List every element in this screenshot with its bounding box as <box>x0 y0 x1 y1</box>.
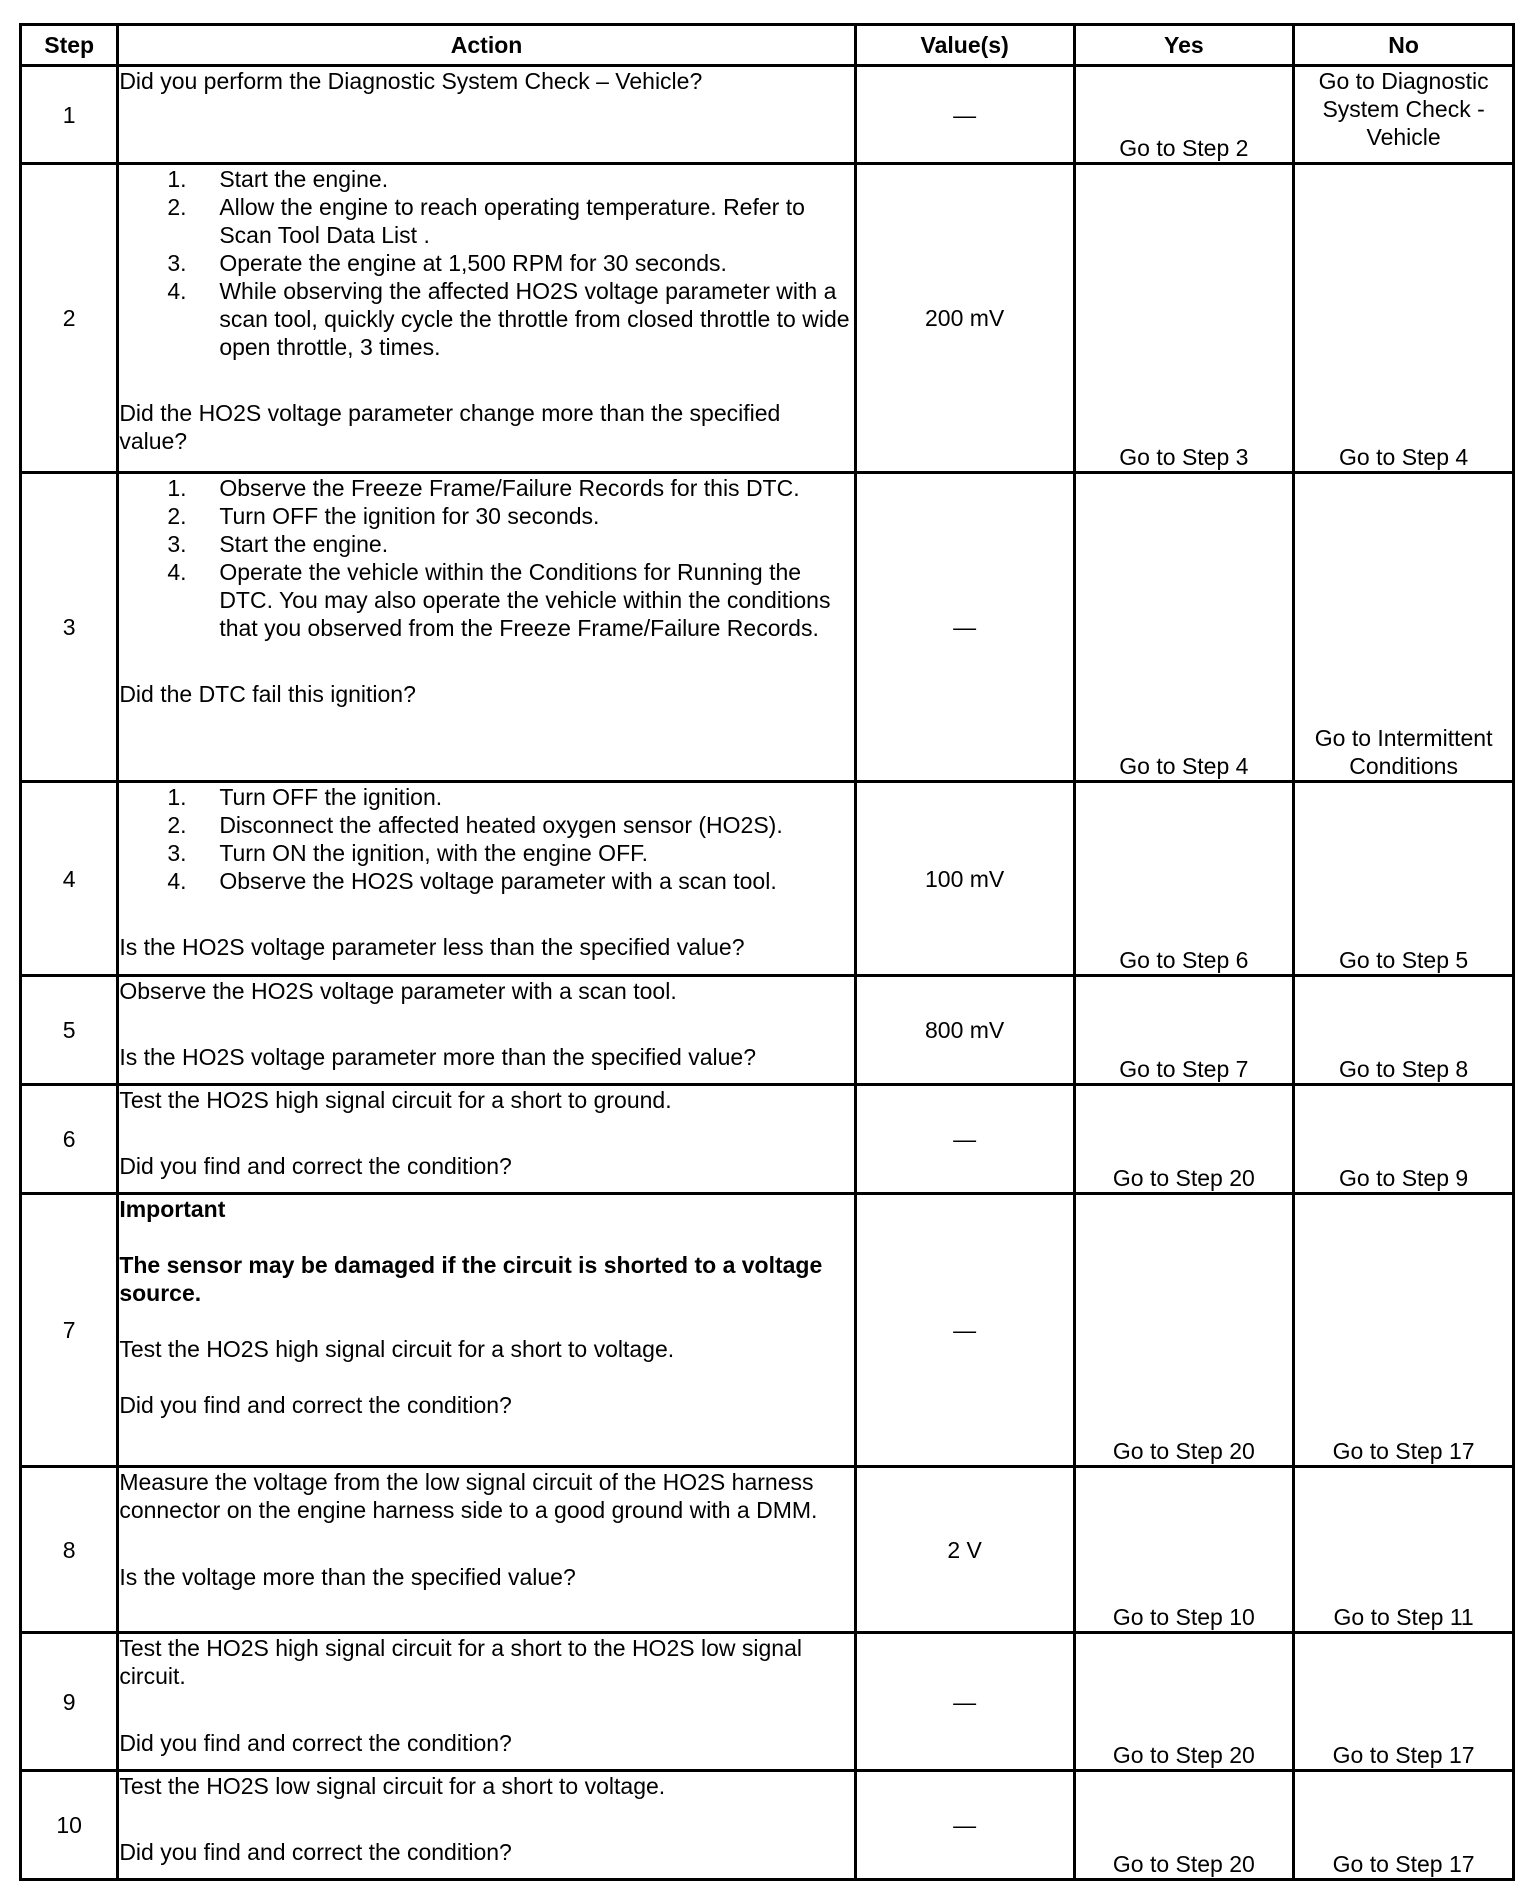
header-step: Step <box>21 25 118 66</box>
yes-cell: Go to Step 3 <box>1074 164 1294 473</box>
list-item: 2. Turn OFF the ignition for 30 seconds. <box>167 503 600 529</box>
action-question: Did you find and correct the condition? <box>119 1839 512 1865</box>
action-steps-list <box>119 474 853 642</box>
list-item: 1. Observe the Freeze Frame/Failure Records for this DTC. <box>167 475 800 501</box>
yes-cell: Go to Step 20 <box>1074 1633 1294 1771</box>
table-row <box>21 1467 1514 1633</box>
step-number: 6 <box>21 1085 118 1194</box>
value-cell: — <box>855 66 1074 164</box>
action-cell <box>118 1633 855 1771</box>
value-cell: — <box>855 1633 1074 1771</box>
step-number: 2 <box>21 164 118 473</box>
table-row <box>21 782 1514 976</box>
value-cell: 800 mV <box>855 976 1074 1085</box>
header-row <box>21 25 1514 66</box>
table-row <box>21 66 1514 164</box>
action-cell <box>118 1771 855 1880</box>
action-cell <box>118 1085 855 1194</box>
header-action: Action <box>118 25 855 66</box>
table-row <box>21 976 1514 1085</box>
table-row <box>21 1085 1514 1194</box>
action-text: Test the HO2S high signal circuit for a short to ground. <box>119 1087 672 1113</box>
list-item: 1. Start the engine. <box>167 166 389 192</box>
list-item: 2. Allow the engine to reach operating temperature. Refer to Scan Tool Data List . <box>167 194 805 248</box>
action-text: Test the HO2S high signal circuit for a short to voltage. <box>119 1336 675 1362</box>
list-item: 2. Disconnect the affected heated oxygen sensor (HO2S). <box>167 812 783 838</box>
action-text: Measure the voltage from the low signal circuit of the HO2S harness connector on the engine harness side to a good ground with a DMM. <box>119 1469 818 1523</box>
yes-cell: Go to Step 20 <box>1074 1771 1294 1880</box>
action-steps-list <box>119 165 853 361</box>
action-text: Test the HO2S low signal circuit for a short to voltage. <box>119 1773 666 1799</box>
action-cell <box>118 473 855 782</box>
action-cell <box>118 164 855 473</box>
list-item: 4. Operate the vehicle within the Conditions for Running the DTC. You may also operate the vehicle within the conditions that you observed from the Freeze Frame/Failure Records. <box>167 559 831 641</box>
action-question: Is the HO2S voltage parameter more than the specified value? <box>119 1044 757 1070</box>
action-cell <box>118 782 855 976</box>
yes-cell: Go to Step 7 <box>1074 976 1294 1085</box>
header-yes: Yes <box>1074 25 1294 66</box>
action-steps-list <box>119 783 853 895</box>
no-cell: Go to Step 17 <box>1294 1771 1514 1880</box>
action-text: Observe the HO2S voltage parameter with a scan tool. <box>119 978 677 1004</box>
step-number: 9 <box>21 1633 118 1771</box>
no-cell: Go to Step 5 <box>1294 782 1514 976</box>
value-cell: — <box>855 1771 1074 1880</box>
no-cell: Go to Step 11 <box>1294 1467 1514 1633</box>
no-cell: Go to Intermittent Conditions <box>1294 473 1514 782</box>
action-cell <box>118 66 855 164</box>
important-heading: Important <box>119 1196 226 1222</box>
value-cell: — <box>855 1085 1074 1194</box>
action-text: Test the HO2S high signal circuit for a short to the HO2S low signal circuit. <box>119 1635 802 1689</box>
table-row <box>21 473 1514 782</box>
yes-cell: Go to Step 6 <box>1074 782 1294 976</box>
step-number: 7 <box>21 1194 118 1467</box>
value-cell: 100 mV <box>855 782 1074 976</box>
list-item: 3. Turn ON the ignition, with the engine OFF. <box>167 840 649 866</box>
no-cell: Go to Step 17 <box>1294 1194 1514 1467</box>
step-number: 4 <box>21 782 118 976</box>
header-values: Value(s) <box>855 25 1074 66</box>
yes-cell: Go to Step 10 <box>1074 1467 1294 1633</box>
table-row <box>21 164 1514 473</box>
header-no: No <box>1294 25 1514 66</box>
action-question: Did you find and correct the condition? <box>119 1153 512 1179</box>
action-cell <box>118 1467 855 1633</box>
action-question: Did the DTC fail this ignition? <box>119 681 416 707</box>
action-question: Did you find and correct the condition? <box>119 1392 512 1418</box>
action-text: Did you perform the Diagnostic System Check – Vehicle? <box>119 68 703 94</box>
list-item: 4. Observe the HO2S voltage parameter with a scan tool. <box>167 868 777 894</box>
diagnostic-table <box>19 23 1515 1881</box>
list-item: 3. Start the engine. <box>167 531 389 557</box>
action-question: Is the voltage more than the specified value? <box>119 1564 576 1590</box>
value-cell: 2 V <box>855 1467 1074 1633</box>
list-item: 1. Turn OFF the ignition. <box>167 784 443 810</box>
yes-cell: Go to Step 20 <box>1074 1085 1294 1194</box>
action-question: Did the HO2S voltage parameter change more than the specified value? <box>119 400 781 454</box>
action-question: Is the HO2S voltage parameter less than the specified value? <box>119 934 745 960</box>
action-question: Did you find and correct the condition? <box>119 1730 512 1756</box>
value-cell: 200 mV <box>855 164 1074 473</box>
value-cell: — <box>855 473 1074 782</box>
step-number: 10 <box>21 1771 118 1880</box>
table-row <box>21 1633 1514 1771</box>
no-cell: Go to Step 9 <box>1294 1085 1514 1194</box>
yes-cell: Go to Step 4 <box>1074 473 1294 782</box>
step-number: 5 <box>21 976 118 1085</box>
no-cell: Go to Diagnostic System Check - Vehicle <box>1294 66 1514 164</box>
step-number: 8 <box>21 1467 118 1633</box>
list-item: 3. Operate the engine at 1,500 RPM for 30 seconds. <box>167 250 727 276</box>
action-cell <box>118 976 855 1085</box>
table-row <box>21 1771 1514 1880</box>
no-cell: Go to Step 17 <box>1294 1633 1514 1771</box>
value-cell: — <box>855 1194 1074 1467</box>
no-cell: Go to Step 8 <box>1294 976 1514 1085</box>
important-note: The sensor may be damaged if the circuit is shorted to a voltage source. <box>119 1252 823 1306</box>
action-cell <box>118 1194 855 1467</box>
step-number: 3 <box>21 473 118 782</box>
yes-cell: Go to Step 2 <box>1074 66 1294 164</box>
table-row <box>21 1194 1514 1467</box>
list-item: 4. While observing the affected HO2S voltage parameter with a scan tool, quickly cycle the throttle from closed throttle to wide open throttle, 3 times. <box>167 278 850 360</box>
no-cell: Go to Step 4 <box>1294 164 1514 473</box>
step-number: 1 <box>21 66 118 164</box>
yes-cell: Go to Step 20 <box>1074 1194 1294 1467</box>
